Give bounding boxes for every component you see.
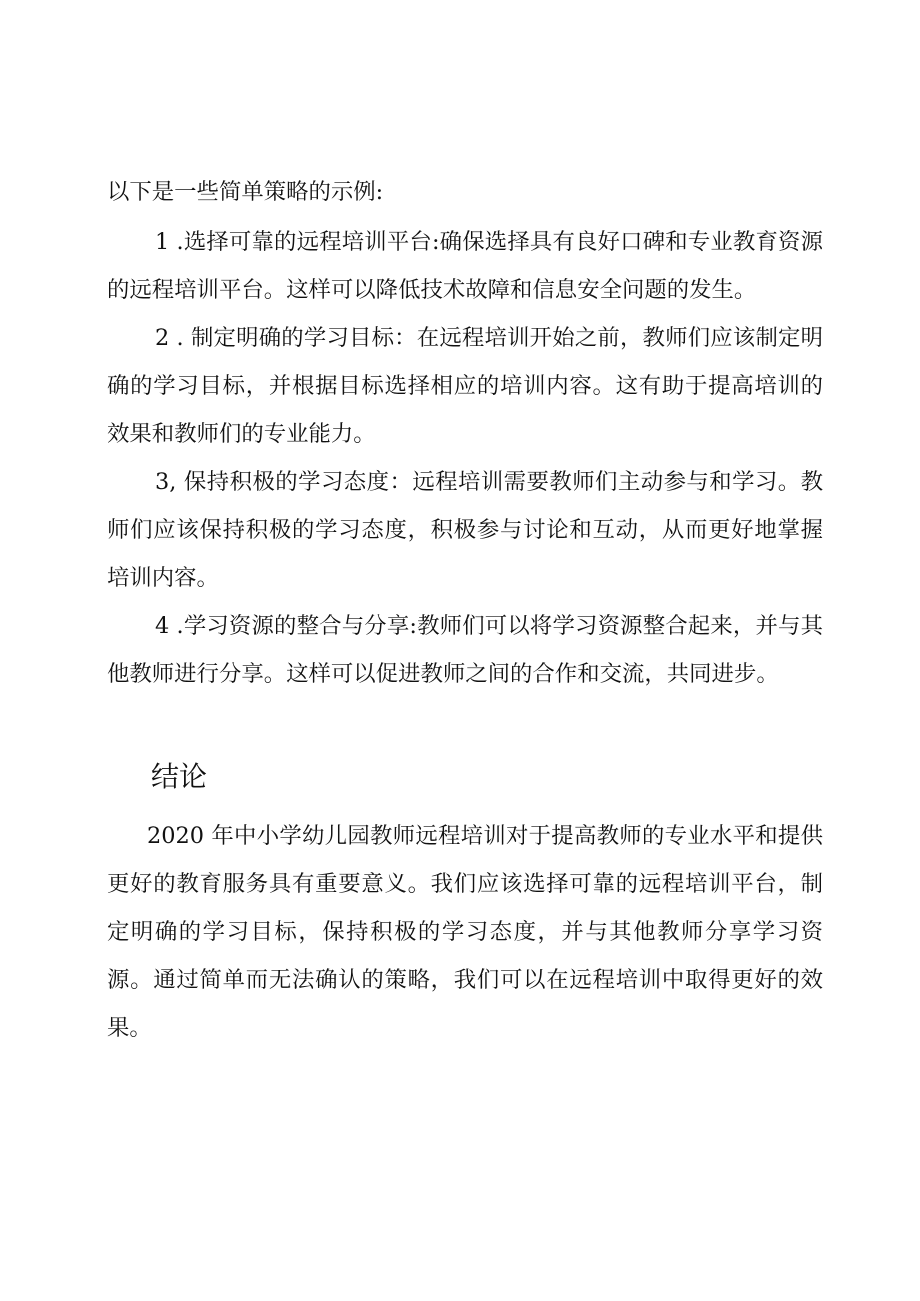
conclusion-paragraph: 2020 年中小学幼儿园教师远程培训对于提高教师的专业水平和提供更好的教育服务具有重要意义。我们应该选择可靠的远程培训平台，制定明确的学习目标，保持积极的学习态度，并与其他教师分享学习资源。通过简单而无法确认的策略，我们可以在远程培训中取得更好的效果。 — [107, 823, 823, 1041]
strategy-item-3: 3, 保持积极的学习态度：远程培训需要教师们主动参与和学习。教师们应该保持积极的学习态度，积极参与讨论和互动，从而更好地掌握培训内容。 — [107, 469, 823, 591]
intro-paragraph: 以下是一些简单策略的示例: — [107, 179, 384, 205]
strategy-item-2: 2 . 制定明确的学习目标：在远程培训开始之前，教师们应该制定明确的学习目标，并根据目标选择相应的培训内容。这有助于提高培训的效果和教师们的专业能力。 — [107, 325, 823, 447]
strategy-item-4: 4 .学习资源的整合与分享:教师们可以将学习资源整合起来，并与其他教师进行分享。这样可以促进教师之间的合作和交流，共同进步。 — [107, 613, 823, 687]
conclusion-heading: 结论 — [151, 760, 208, 793]
strategy-item-1: 1 .选择可靠的远程培训平台:确保选择具有良好口碑和专业教育资源的远程培训平台。这样可以降低技术故障和信息安全问题的发生。 — [107, 229, 823, 303]
